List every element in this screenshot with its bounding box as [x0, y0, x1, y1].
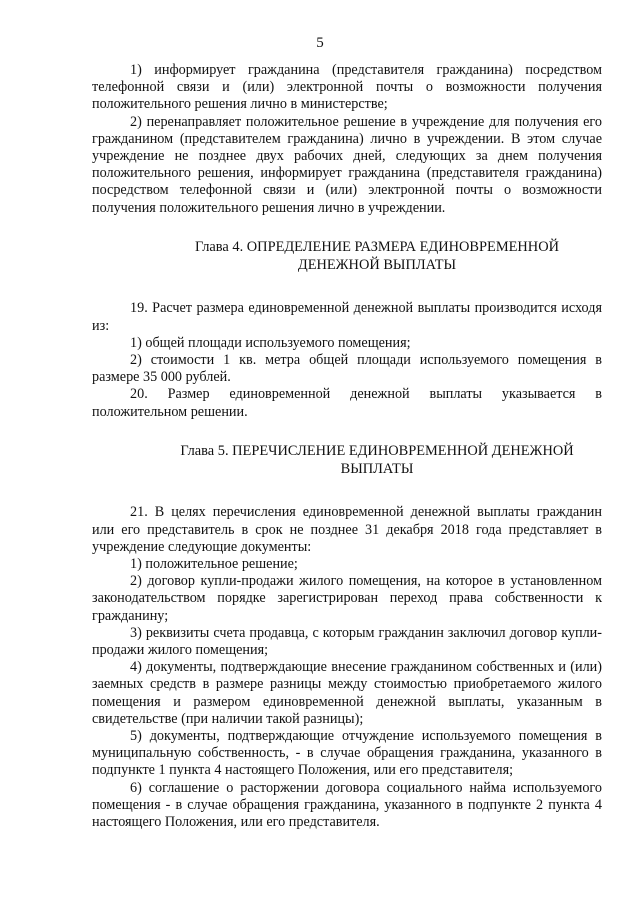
- chapter-5-heading-line-1: Глава 5. ПЕРЕЧИСЛЕНИЕ ЕДИНОВРЕМЕННОЙ ДЕНЕЖНОЙ: [180, 442, 574, 459]
- paragraph-21-item-2: 2) договор купли-продажи жилого помещения, на которое в установленном законодательством порядке зарегистрирован переход права собственности к гражданину;: [92, 573, 602, 624]
- chapter-5-heading-line-2: ВЫПЛАТЫ: [340, 460, 414, 477]
- paragraph-redirect-decision: 2) перенаправляет положительное решение в учреждение для получения его гражданином (представителем гражданина) лично в учреждении. В этом случае учреждение не позднее двух рабочих дней, следующих за днем получения положительного решения, информирует гражданина (представителя гражданина) посредством телефонной связи и (или) электронной почты о возможности получения положительного решения лично в учреждении.: [92, 113, 602, 216]
- document-body: [92, 62, 602, 831]
- paragraph-21: 21. В целях перечисления единовременной денежной выплаты гражданин или его представитель в срок не позднее 31 декабря 2018 года представляет в учреждение следующие документы:: [92, 504, 602, 555]
- paragraph-19-item-1: 1) общей площади используемого помещения;: [130, 334, 411, 351]
- paragraph-21-item-6: 6) соглашение о расторжении договора социального найма используемого помещения - в случае обращения гражданина, указанного в подпункте 2 пункта 4 настоящего Положения, или его представителя.: [92, 779, 602, 831]
- paragraph-21-item-5: 5) документы, подтверждающие отчуждение используемого помещения в муниципальную собственность, - в случае обращения гражданина, указанного в подпункте 1 пункта 4 настоящего Положения, или его представителя;: [92, 728, 602, 779]
- paragraph-21-item-4: 4) документы, подтверждающие внесение гражданином собственных и (или) заемных средств в размере разницы между стоимостью приобретаемого жилого помещения и размером единовременной денежной выплаты, указанным в свидетельстве (при наличии такой разницы);: [92, 659, 602, 727]
- page-number: 5: [316, 35, 324, 51]
- paragraph-20: 20. Размер единовременной денежной выплаты указывается в положительном решении.: [92, 386, 602, 420]
- paragraph-21-item-1: 1) положительное решение;: [130, 556, 298, 573]
- chapter-4-heading-line-2: ДЕНЕЖНОЙ ВЫПЛАТЫ: [297, 256, 457, 273]
- paragraph-21-item-3: 3) реквизиты счета продавца, с которым гражданин заключил договор купли-продажи жилого помещения;: [92, 624, 602, 659]
- chapter-4-heading-line-1: Глава 4. ОПРЕДЕЛЕНИЕ РАЗМЕРА ЕДИНОВРЕМЕННОЙ: [195, 238, 559, 255]
- paragraph-inform-citizen: 1) информирует гражданина (представителя гражданина) посредством телефонной связи и (или) электронной почты о возможности получения положительного решения лично в министерстве;: [92, 62, 602, 113]
- chapter-4-heading: [92, 239, 602, 275]
- paragraph-19-item-2: 2) стоимости 1 кв. метра общей площади используемого помещения в размере 35 000 рублей.: [92, 352, 602, 386]
- paragraph-19: 19. Расчет размера единовременной денежной выплаты производится исходя из:: [92, 300, 602, 334]
- chapter-5-heading: [92, 443, 602, 479]
